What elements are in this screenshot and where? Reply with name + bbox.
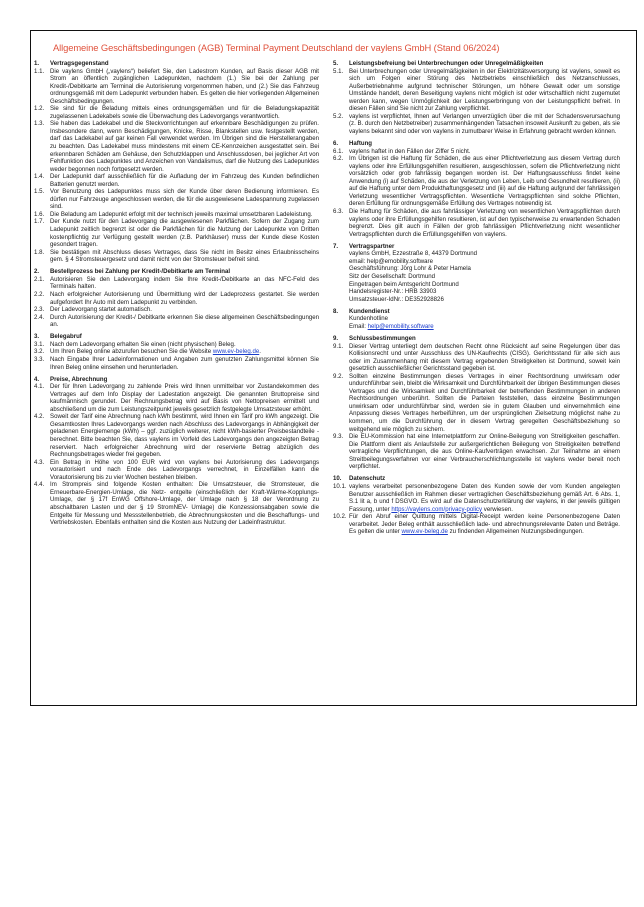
- clause-1-4: [34, 173, 319, 188]
- clause-3-3: [34, 356, 319, 371]
- clause-1-5: [34, 188, 319, 211]
- clause-text: Bei Unterbrechungen oder Unregelmäßigkeiten in der Elektrizitätsversorgung ist vaylens, soweit es sich um Folgen einer Störung des Netzbetriebs einschließlich des Netzanschlusses, Außerbetriebnahme aufgrund technischer Störungen, um höhere Gewalt oder um sonstige Umstände handelt, deren Beseitigung vaylens nicht möglich ist oder wirtschaftlich nicht zugemutet werden kann, wegen Unmöglichkeit der Leistungserbringung von der Leistungspflicht befreit. In diesen Fällen sind Sie nicht zur Zahlung verpflichtet.: [349, 67, 620, 113]
- clause-6-1: [333, 148, 620, 156]
- clause-text: Nach erfolgreicher Autorisierung und Übermittlung wird der Ladeprozess gestartet. Sie werden aufgefordert Ihr Auto mit dem Ladepunkt zu verbinden.: [50, 291, 319, 306]
- clause-1-7: [34, 218, 319, 248]
- section-heading: [34, 333, 319, 341]
- clause-6-2: [333, 155, 620, 208]
- clause-text-part: .: [259, 348, 261, 356]
- section-preise-abrechnung: [34, 376, 319, 527]
- ev-beleg-link[interactable]: www.ev-beleg.de: [212, 348, 260, 356]
- clause-5-2: [333, 113, 620, 136]
- clause-text: vaylens ist verpflichtet, Ihnen auf Verlangen unverzüglich über die mit der Schadensverursachung (z. B. durch den Netzbetreiber) zusammenhängenden Tatsachen insoweit Auskunft zu geben, als sie vaylens bekannt sind oder von vaylens in zumutbarer Weise in Erfahrung gebracht werden können.: [349, 112, 620, 135]
- clause-text: Sie sind für die Beladung mittels eines ordnungsgemäßen und für die Beladungskapazität zugelassenen Ladekabels sowie die Überwachung des Ladevorgangs verantwortlich.: [50, 105, 319, 120]
- company-management: Geschäftsführung: Jörg Lohr & Peter Hamela: [349, 265, 471, 273]
- clause-text: Sie bestätigen mit Abschluss dieses Vertrages, dass Sie nicht im Besitz eines Erlaubnisscheins gem. § 4 Stromsteuergesetz und damit nicht von der Stromsteuer befreit sind.: [50, 248, 319, 264]
- clause-2-2: [34, 291, 319, 306]
- section-number: 6.: [333, 140, 339, 148]
- clause-5-1: [333, 68, 620, 113]
- clause-number: 6.2.: [333, 155, 344, 163]
- section-heading: [34, 268, 319, 276]
- clause-number: 3.3.: [34, 355, 45, 363]
- section-number: 3.: [34, 333, 40, 341]
- clause-number: 10.1.: [333, 482, 347, 490]
- clause-text: Die Beladung am Ladepunkt erfolgt mit der technisch jeweils maximal umsetzbaren Ladeleistung.: [50, 210, 313, 218]
- section-belegabruf: [34, 333, 319, 371]
- clause-text: Nach dem Ladevorgang erhalten Sie einen (nicht physischen) Beleg.: [50, 340, 236, 348]
- clause-text-part: Für den Abruf einer Quittung mittels Digital-Receipt werden keine Personenbezogene Daten verarbeitet. Jeder Beleg enthält ausschließlich lade- und abrechnungsrelevante Daten und Beträge. Es gelten die unter: [349, 513, 620, 536]
- company-seat: Sitz der Gesellschaft: Dortmund: [349, 272, 436, 280]
- clause-text: Ein Betrag in Höhe von 100 EUR wird von vaylens bei Autorisierung des Ladevorgangs vorautorisiert und nach Ende des Ladevorgangs verrechnet, in Einzelfällen kann die Vorautorisierung bis zu vier Wochen bestehen bleiben.: [50, 458, 319, 481]
- section-heading: [333, 475, 620, 483]
- clause-1-1: [34, 68, 319, 106]
- clause-number: 9.3.: [333, 433, 344, 441]
- section-number: 10.: [333, 475, 342, 483]
- clause-text: Der für Ihren Ladevorgang zu zahlende Preis wird Ihnen unmittelbar vor Zustandekommen des Vertrages auf dem Info Display der Ladestation angezeigt. Die genannten Bruttopreise sind kaufmännisch gerundet. Der Rechnungsbetrag wird auf Basis von Nettopreisen ermittelt und abschließend um die zum Leistungszeitpunkt jeweils gesetzlich festgelegte Umsatzsteuer erhöht.: [50, 383, 319, 413]
- section-haftung: [333, 140, 620, 238]
- section-title: Kundendienst: [349, 307, 390, 315]
- clause-number: 10.2.: [333, 513, 347, 521]
- clause-text: vaylens haftet in den Fällen der Ziffer 5 nicht.: [349, 147, 471, 155]
- section-title: Vertragspartner: [349, 242, 395, 250]
- section-title: Belegabruf: [50, 333, 82, 341]
- clause-text: Im Übrigen ist die Haftung für Schäden, die aus einer Pflichtverletzung aus diesem Vertrag durch vaylens oder ihre Erfüllungsgehilfen resultieren, ausgeschlossen, sofern die Pflichtverletzung nicht vorsätzlich oder grob fahrlässig begangen worden ist. Der Haftungsausschluss findet keine Anwendung (i) auf Schäden, die aus der Verletzung von Leben, Leib und Gesundheit resultieren, (ii) auf die Haftung unter dem Produkthaftungsgesetz und (iii) auf die Haftung aufgrund der fahrlässigen Verletzung wesentlicher Vertragspflichten. Wesentliche Vertragspflichten sind solche Pflichten, deren Erfüllung für ordnungsgemäße Erfüllung des Vertrages notwendig ist.: [349, 155, 620, 208]
- clause-number: 4.3.: [34, 458, 45, 466]
- section-schlussbestimmungen: [333, 335, 620, 471]
- company-court: Eingetragen beim Amtsgericht Dortmund: [349, 280, 459, 288]
- section-number: 5.: [333, 60, 339, 67]
- section-number: 2.: [34, 268, 40, 276]
- clause-4-3: [34, 459, 319, 482]
- clause-number: 2.2.: [34, 291, 45, 298]
- document-page: [30, 30, 637, 706]
- document-title: Allgemeine Geschäftsbedingungen (AGB) Terminal Payment Deutschland der vaylens GmbH (Stand 06/2024): [53, 42, 500, 53]
- clause-text: [50, 348, 319, 356]
- section-heading: [34, 376, 319, 384]
- clause-number: 9.2.: [333, 372, 344, 380]
- clause-text: Die vaylens GmbH („vaylens“) beliefert Sie, den Ladestrom Kunden, auf Basis dieser AGB mit Strom an öffentlich zugänglichen Ladepunkten, nachdem (1.) Sie bei der Zahlung per Kredit-/Debitkarte am Terminal die Autorisierung vorgenommen haben, und (2.) Sie das Fahrzeug ordnungsgemäß mit dem Ladepunkt verbunden haben. Es gelten die hier vorliegenden Allgemeinen Geschäftsbedingungen.: [50, 67, 319, 105]
- clause-text: Sie haben das Ladekabel und die Steckvorrichtungen auf erkennbare Beschädigungen zu prüfen. Insbesondere dann, wenn Beschädigungen, Knicke, Risse, Blankstellen usw. festgestellt werden, darf das Ladekabel auf gar keinen Fall verwendet werden. Im Übrigen sind die Herstellerangaben zu beachten. Das Ladekabel muss mindestens mit einem CE-Kennzeichen ausgestattet sein. Bei erkennbaren Schäden am Gehäuse, den Schutzklappen und Anschlussdosen, bei jeglicher Art von Fehlfunktion des Ladepunktes und Anzeichen von Vandalismus, darf die Nutzung des Ladepunktes weder begonnen noch fortgesetzt werden.: [50, 120, 319, 173]
- clause-9-3: [333, 433, 620, 471]
- clause-3-1: [34, 341, 319, 349]
- clause-number: 3.2.: [34, 348, 45, 356]
- clause-9-2: [333, 373, 620, 433]
- clause-10-1: [333, 483, 620, 513]
- clause-text: Autorisieren Sie den Ladevorgang indem Sie Ihre Kredit-/Debitkarte an das NFC-Feld des Terminals halten.: [50, 275, 319, 291]
- clause-text-part: verwiesen.: [482, 505, 513, 513]
- clause-number: 1.3.: [34, 120, 45, 128]
- section-leistungsbefreiung: [333, 60, 620, 135]
- section-heading: [333, 308, 620, 316]
- company-register-number: Handelsregister-Nr.: HRB 33903: [349, 288, 437, 296]
- customer-hotline: Kundenhotline: [349, 315, 388, 323]
- clause-text: Dieser Vertrag unterliegt dem deutschen Recht ohne Rücksicht auf seine Regelungen über das Kollisionsrecht und unter Ausschluss des UN-Kaufrechts (CISG). Gerichtsstand für alle sich aus oder im Zusammenhang mit diesem Vertrag ergebenden Streitigkeiten ist Dortmund, soweit kein gesetzlich ausschließlicher Gerichtsstand gegeben ist.: [349, 342, 620, 373]
- clause-text-part: Um Ihren Beleg online abzurufen besuchen Sie die Website: [50, 348, 213, 356]
- clause-number: 1.4.: [34, 173, 45, 181]
- section-heading: [333, 335, 620, 343]
- clause-4-2: [34, 413, 319, 458]
- clause-number: 9.1.: [333, 342, 344, 350]
- section-title: Vertragsgegenstand: [50, 60, 109, 67]
- clause-number: 2.3.: [34, 306, 45, 314]
- support-email-link[interactable]: help@emobility.software: [367, 322, 434, 330]
- section-heading: [333, 243, 620, 251]
- section-vertragsgegenstand: [34, 60, 319, 264]
- clause-text-part: zu findenden Allgemeinen Nutzungsbedingungen.: [447, 528, 584, 536]
- section-number: 8.: [333, 307, 339, 315]
- clause-number: 2.1.: [34, 275, 45, 283]
- privacy-policy-link[interactable]: https://vaylens.com/privacy-policy: [391, 505, 483, 513]
- clause-text: Durch Autorisierung der Kredit-/ Debitkarte erkennen Sie diese allgemeinen Geschäftsbedingungen an.: [50, 313, 319, 329]
- left-column: [34, 60, 319, 531]
- section-title: Schlussbestimmungen: [349, 334, 416, 342]
- section-number: 4.: [34, 375, 40, 383]
- clause-1-8: [34, 249, 319, 264]
- clause-number: 1.1.: [34, 67, 45, 75]
- section-number: 7.: [333, 242, 339, 250]
- section-number: 9.: [333, 334, 339, 342]
- clause-number: 5.2.: [333, 112, 344, 120]
- clause-number: 2.4.: [34, 313, 45, 321]
- clause-number: 4.2.: [34, 413, 45, 421]
- company-vat-id: Umsatzsteuer-IdNr.: DE352928826: [349, 295, 444, 303]
- clause-text: Die EU-Kommission hat eine Internetplattform zur Online-Beilegung von Streitigkeiten geschaffen. Die Plattform dient als Anlaufstelle zur außergerichtlichen Beilegung von Streitigkeiten betreffend vertragliche Verpflichtungen, die aus Online-Kaufverträgen erwachsen. Zur Teilnahme an einem Streitbeilegungsverfahren vor einer Verbraucherschlichtungsstelle ist vaylens weder bereit noch verpflichtet.: [349, 433, 620, 471]
- clause-1-6: [34, 211, 319, 219]
- clause-3-2: [34, 348, 319, 356]
- clause-number: 1.6.: [34, 210, 45, 218]
- clause-1-2: [34, 105, 319, 120]
- clause-2-3: [34, 306, 319, 314]
- clause-1-3: [34, 120, 319, 173]
- clause-text: Nach Eingabe Ihrer Ladeinformationen und Angaben zum genutzten Zahlungsmittel können Sie Ihren Beleg online einsehen und herunterladen.: [50, 355, 319, 371]
- clause-number: 1.7.: [34, 218, 45, 226]
- clause-number: 1.2.: [34, 105, 45, 113]
- clause-text: [349, 513, 620, 536]
- clause-number: 1.8.: [34, 248, 45, 256]
- company-address: vaylens GmbH, Ezzestraße 8, 44379 Dortmund: [349, 250, 478, 258]
- clause-number: 6.1.: [333, 147, 344, 155]
- right-column: [333, 60, 620, 540]
- clause-text: Die Haftung für Schäden, die aus fahrlässiger Verletzung von wesentlichen Vertragspflichten durch vaylens oder ihre Erfüllungsgehilfen resultieren, ist auf den typischerweise zu erwartenden Schaden begrenzt. Dies gilt auch in Fällen der grob fahrlässigen Pflichtverletzung nicht wesentlicher Vertragspflichten durch die Erfüllungsgehilfen von vaylens.: [349, 207, 620, 238]
- section-datenschutz: [333, 475, 620, 535]
- clause-text: Der Kunde nutzt für den Ladevorgang die ausgewiesenen Parkflächen. Sofern der Zugang zum Ladepunkt zeitlich begrenzt ist oder die Parkflächen für die Nutzung der Ladepunkte von Dritten kostenpflichtig zur Verfügung gestellt werden (z.B. Parkhäuser) muss der Kunde diese Kosten gesondert tragen.: [50, 218, 319, 249]
- clause-number: 3.1.: [34, 340, 45, 348]
- section-title: Haftung: [349, 140, 373, 148]
- clause-number: 6.3.: [333, 207, 344, 215]
- section-title: Datenschutz: [349, 475, 386, 483]
- section-kundendienst: [333, 308, 620, 331]
- clause-4-4: [34, 481, 319, 526]
- clause-number: 5.1.: [333, 67, 344, 75]
- clause-text: Vor Benutzung des Ladepunktes muss sich der Kunde über deren Bedienung informieren. Es dürfen nur Fahrzeuge angeschlossen werden, die für die ausgewiesene Ladespannung zugelassen sind.: [50, 188, 319, 211]
- clause-2-1: [34, 276, 319, 291]
- ev-beleg-link[interactable]: www.ev-beleg.de: [401, 528, 448, 536]
- clause-text: [349, 483, 620, 513]
- clause-text: Der Ladevorgang startet automatisch.: [50, 306, 152, 314]
- clause-number: 4.4.: [34, 481, 45, 489]
- company-email: email: help@emobility.software: [349, 257, 433, 265]
- section-heading: [333, 60, 620, 68]
- clause-text-part: vaylens verarbeitet personenbezogene Daten des Kunden sowie der vom Kunden angelegten Benutzer ausschließlich im Rahmen dieser vertraglichen Geschäftsbeziehung gemäß Art. 6 Abs. 1, S.1 lit a, b und f DSGVO. Es wird auf die Datenschutzerklärung der vaylens, in der jeweils gültigen Fassung, unter: [349, 482, 620, 513]
- section-vertragspartner: [333, 243, 620, 303]
- section-title: Bestellprozess bei Zahlung per Kredit-/Debitkarte am Terminal: [50, 268, 231, 276]
- section-number: 1.: [34, 60, 40, 67]
- email-label: Email:: [349, 322, 368, 330]
- clause-text: Sollten einzelne Bestimmungen dieses Vertrages in einer Rechtsordnung unwirksam oder undurchführbar sein, bleibt die Wirksamkeit und Durchführbarkeit der übrigen Bestimmungen dieses Vertrages und die Wirksamkeit und Durchführbarkeit der betreffenden Bestimmungen in anderen Rechtsordnungen unberührt. Sollten die Parteien feststellen, dass einzelne Bestimmungen unwirksam oder undurchführbar sind, werden sie in gutem Glauben und einvernehmlich eine Anpassung dieses Vertrages herbeiführen, um der ursprünglichen Zielsetzung möglichst nahe zu kommen, um die Durchführung der in diesem Vertrag geregelten Geschäftsbeziehung so weitgehend wie möglich zu sichern.: [349, 372, 620, 433]
- section-heading: [34, 60, 319, 68]
- section-heading: [333, 140, 620, 148]
- section-title: Preise, Abrechnung: [50, 375, 108, 383]
- clause-6-3: [333, 208, 620, 238]
- section-title: Leistungsbefreiung bei Unterbrechungen oder Unregelmäßigkeiten: [349, 60, 544, 67]
- clause-number: 1.5.: [34, 188, 45, 196]
- clause-text: Im Strompreis sind folgende Kosten enthalten: Die Umsatzsteuer, die Stromsteuer, die Erneuerbare-Energien-Umlage, die Netz- entgelte (einschließlich der Kraft-Wärme-Kopplungs-Umlage, der § 17f EnWG Offshore-Umlage, der Umlage nach § 18 der Verordnung zu abschaltbaren Lasten und der § 19 StromNEV- Umlage) die Konzessionsabgaben sowie die Entgelte für Messung und Messstellenbetrieb, die Abrechnungskosten und die Beschaffungs- und Vertriebskosten. Ebenfalls enthalten sind die Kosten aus Nutzung der Ladeinfrastruktur.: [50, 481, 319, 527]
- section-bestellprozess: [34, 268, 319, 328]
- clause-text: Der Ladepunkt darf ausschließlich für die Aufladung der im Fahrzeug des Kunden befindlichen Batterien genutzt werden.: [50, 173, 319, 188]
- clause-9-1: [333, 343, 620, 373]
- clause-text: Soweit der Tarif eine Abrechnung nach kWh bestimmt, wird Ihnen ein Tarif pro kWh angezeigt. Die Gesamtkosten Ihres Ladevorgangs werden nach Abschluss des Ladevorgangs in Abhängigkeit der geladenen Energiemenge (kWh) – ggf. zuzüglich weiterer, nicht kWh-basierter Preisbestandteile - berechnet. Bitte beachten Sie, dass vaylens im Vorfeld des Ladevorgangs den angezeigten Betrag reserviert. Nach erfolgreicher Abrechnung wird der reservierte Betrag abzüglich des Rechnungsbetrages wieder frei gegeben.: [50, 413, 319, 459]
- clause-number: 4.1.: [34, 383, 45, 391]
- clause-10-2: [333, 513, 620, 536]
- clause-4-1: [34, 383, 319, 413]
- clause-2-4: [34, 314, 319, 329]
- customer-email-line: [333, 323, 620, 331]
